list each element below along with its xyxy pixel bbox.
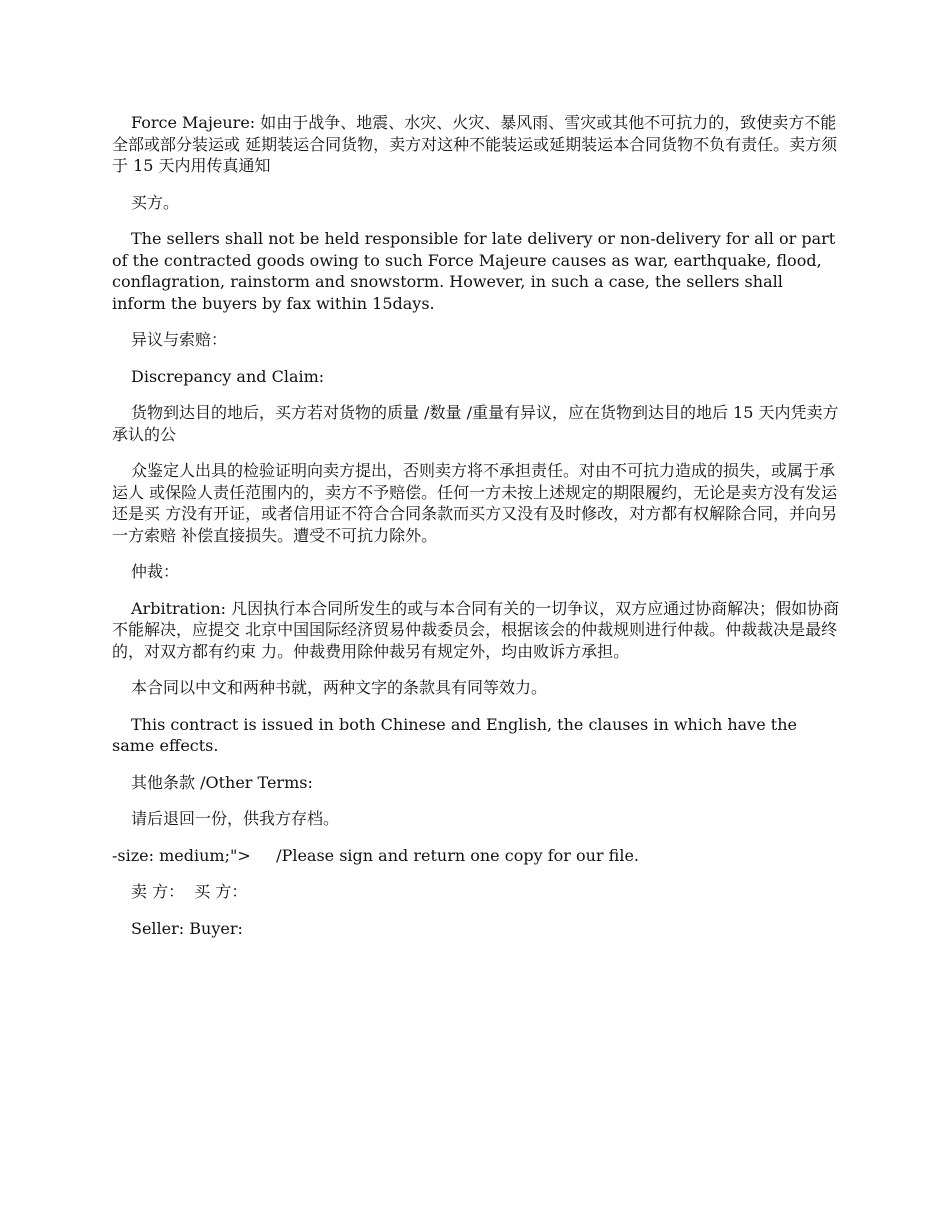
arbitration-paragraph: Arbitration: 凡因执行本合同所发生的或与本合同有关的一切争议，双方应通过协商解决；假如协商不能解决，应提交 北京中国国际经济贸易仲裁委员会，根据该会的仲裁规则进行仲裁。仲裁裁决是最终的，对双方都有约束 力。仲裁费用除仲裁另有规定外，均由败诉方承担。: [112, 598, 840, 661]
language-clause-english: This contract is issued in both Chinese and English, the clauses in which have the same effects.: [112, 714, 797, 755]
signature-labels-chinese: 卖 方： 买 方：: [131, 882, 248, 901]
discrepancy-chinese-paragraph-2: 众鉴定人出具的检验证明向卖方提出，否则卖方将不承担责任。对由不可抗力造成的损失，或属于承运人 或保险人责任范围内的，卖方不予赔偿。任何一方未按上述规定的期限履约，无论是卖方没有发运还是买 方没有开证，或者信用证不符合合同条款而买方又没有及时修改，对方都有权解除合同，并向另一方索赔 补偿直接损失。遭受不可抗力除外。: [112, 461, 838, 545]
arbitration-heading-chinese: 仲裁：: [131, 562, 180, 581]
force-majeure-continuation: 买方。: [131, 192, 180, 212]
discrepancy-heading-chinese: 异议与索赔：: [131, 330, 228, 349]
other-terms-heading: 其他条款 /Other Terms:: [131, 772, 313, 792]
return-copy-english: -size: medium;"> /Please sign and return one copy for our file.: [112, 845, 639, 865]
document-page: [112, 112, 840, 954]
force-majeure-english-paragraph: The sellers shall not be held responsible for late delivery or non-delivery for all or part of the contracted goods owing to such Force Majeure causes as war, earthquake, flood, conflagration, rainstorm and snowstorm. However, in such a case, the sellers shall inform the buyers by fax within 15days.: [112, 229, 836, 313]
force-majeure-chinese-paragraph: Force Majeure: 如由于战争、地震、水灾、火灾、暴风雨、雪灾或其他不可抗力的，致使卖方不能全部或部分装运或 延期装运合同货物，卖方对这种不能装运或延期装运本合同货物不负有责任。卖方须于 15 天内用传真通知: [112, 113, 838, 175]
discrepancy-heading-english: Discrepancy and Claim:: [131, 366, 325, 386]
discrepancy-chinese-paragraph-1: 货物到达目的地后，买方若对货物的质量 /数量 /重量有异议，应在货物到达目的地后 15 天内凭卖方承认的公: [112, 403, 839, 444]
return-copy-chinese: 请后退回一份，供我方存档。: [131, 809, 340, 828]
signature-labels-english: Seller: Buyer:: [131, 918, 243, 938]
language-clause-chinese: 本合同以中文和两种书就，两种文字的条款具有同等效力。: [131, 678, 548, 697]
